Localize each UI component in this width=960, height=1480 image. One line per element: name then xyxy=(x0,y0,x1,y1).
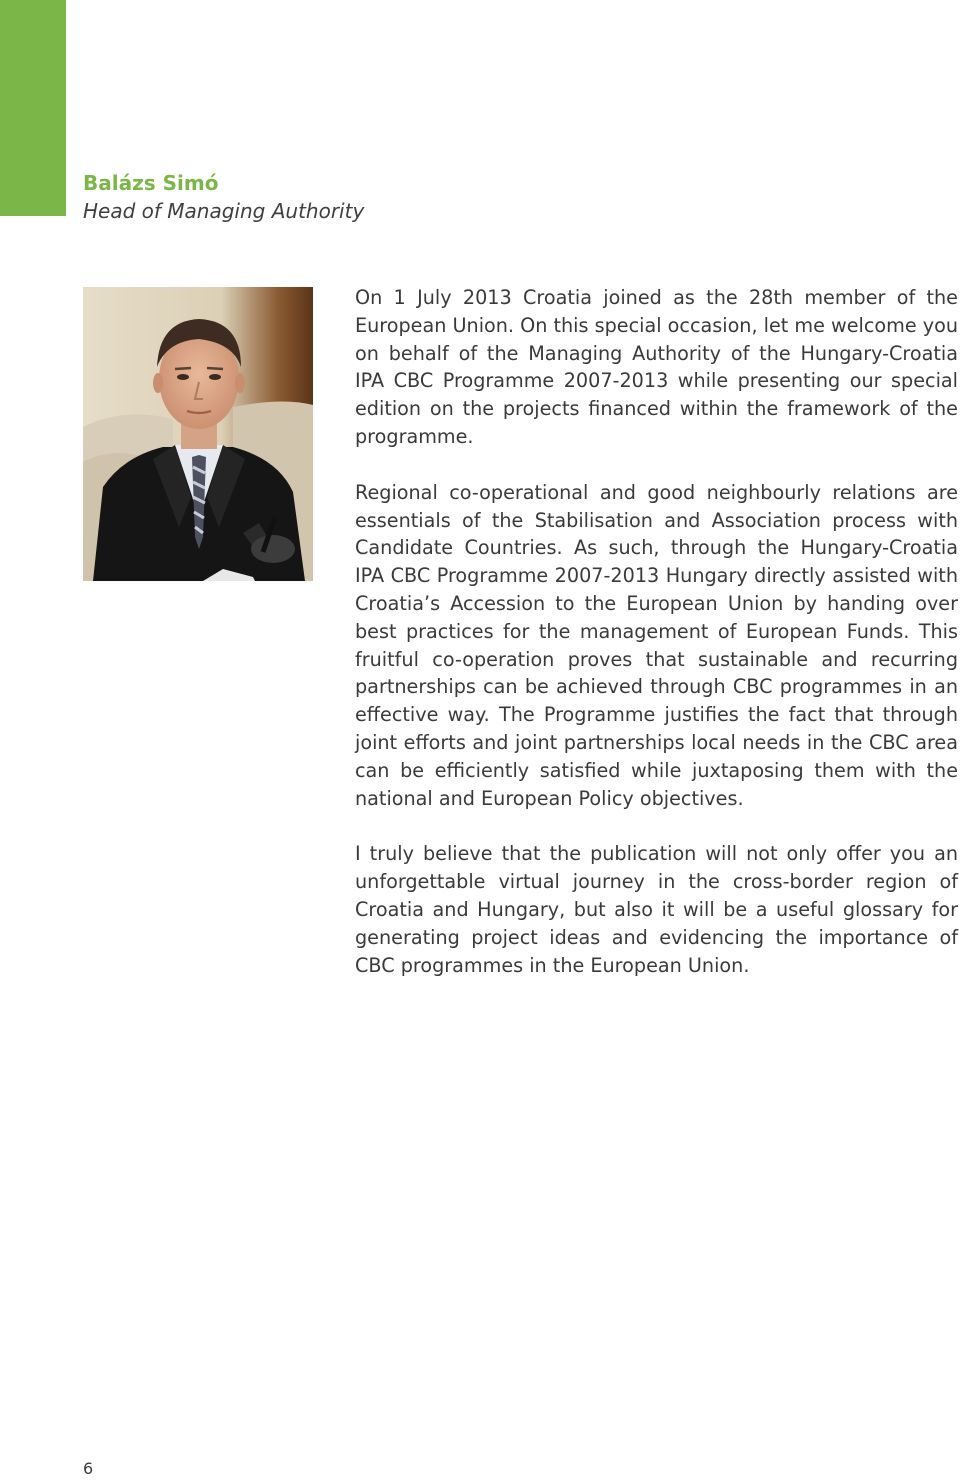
accent-bar xyxy=(0,0,66,216)
portrait-photo-icon xyxy=(83,287,313,581)
letter-body xyxy=(355,284,958,1007)
portrait-illustration xyxy=(83,287,313,581)
author-role: Head of Managing Authority xyxy=(83,199,365,223)
paragraph-1: On 1 July 2013 Croatia joined as the 28th member of the European Union. On this special occasion, let me welcome you on behalf of the Managing Authority of the Hungary-Croatia IPA CBC Programme 2007-2013 while presenting our special edition on the projects financed within the framework of the programme. xyxy=(355,286,958,448)
paragraph-2: Regional co-operational and good neighbourly relations are essentials of the Stabilisation and Association process with Candidate Countries. As such, through the Hungary-Croatia IPA CBC Programme 2007-2013 Hungary directly assisted with Croatia’s Accession to the European Union by handing over best practices for the management of European Funds. This fruitful co-operation proves that sustainable and recurring partnerships can be achieved through CBC programmes in an effective way. The Programme justifies the fact that through joint efforts and joint partnerships local needs in the CBC area can be efficiently satisfied while juxtaposing them with the national and European Policy objectives. xyxy=(355,480,958,810)
page-number: 6 xyxy=(83,1459,94,1478)
paragraph-3: I truly believe that the publication will not only offer you an unforgettable virtual journey in the cross-border region of Croatia and Hungary, but also it will be a useful glossary for generating project ideas and evidencing the importance of CBC programmes in the European Union. xyxy=(355,842,958,977)
author-name: Balázs Simó xyxy=(83,171,219,195)
